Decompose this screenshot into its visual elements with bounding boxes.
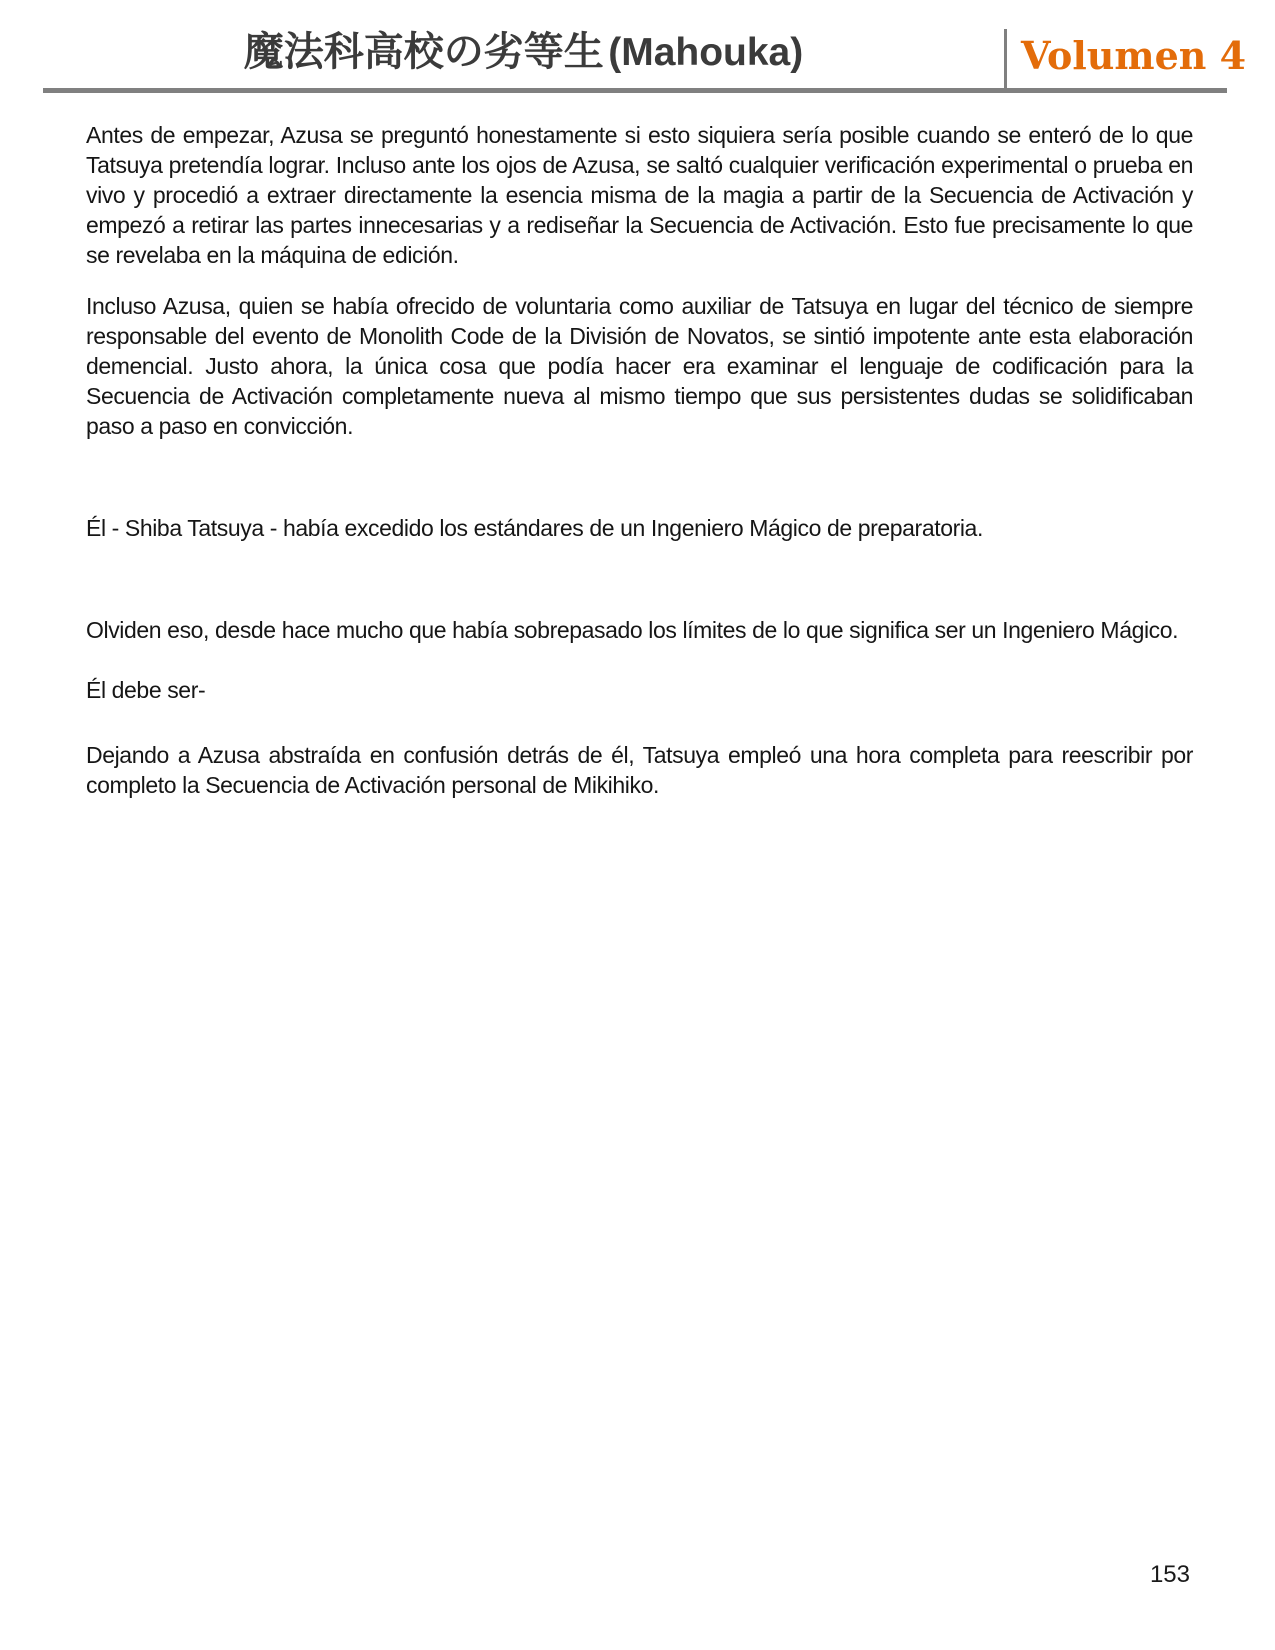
paragraph-1: Antes de empezar, Azusa se preguntó honestamente si esto siquiera sería posible cuando se enteró de lo que Tatsuya pretendía lograr. Incluso ante los ojos de Azusa, se saltó cualquier verificación experimental o prueba en vivo y procedió a extraer directamente la esencia misma de la magia a partir de la Secuencia de Activación y empezó a retirar las partes innecesarias y a rediseñar la Secuencia de Activación. Esto fue precisamente lo que se revelaba en la máquina de edición. xyxy=(86,122,1193,268)
series-title-romanized: (Mahouka) xyxy=(608,31,804,74)
page-number: 153 xyxy=(1149,1561,1190,1588)
header-horizontal-rule xyxy=(43,88,1227,93)
header-vertical-divider xyxy=(1004,29,1007,93)
paragraph-6: Dejando a Azusa abstraída en confusión detrás de él, Tatsuya empleó una hora completa para reescribir por completo la Secuencia de Activación personal de Mikihiko. xyxy=(86,742,1193,798)
paragraph-5: Él debe ser- xyxy=(86,677,206,703)
paragraph-2: Incluso Azusa, quien se había ofrecido de voluntaria como auxiliar de Tatsuya en lugar del técnico de siempre responsable del evento de Monolith Code de la División de Novatos, se sintió impotente ante esta elaboración demencial. Justo ahora, la única cosa que podía hacer era examinar el lenguaje de codificación para la Secuencia de Activación completamente nueva al mismo tiempo que sus persistentes dudas se solidificaban paso a paso en convicción. xyxy=(86,293,1193,439)
paragraph-3: Él - Shiba Tatsuya - había excedido los estándares de un Ingeniero Mágico de preparatoria. xyxy=(86,515,983,541)
page-header-title xyxy=(43,24,1004,89)
paragraph-4: Olviden eso, desde hace mucho que había sobrepasado los límites de lo que significa ser un Ingeniero Mágico. xyxy=(86,617,1179,643)
page-body xyxy=(86,120,1193,821)
volume-label: Volumen 4 xyxy=(1021,33,1247,78)
series-title-japanese: 魔法科高校の劣等生 xyxy=(243,28,604,75)
